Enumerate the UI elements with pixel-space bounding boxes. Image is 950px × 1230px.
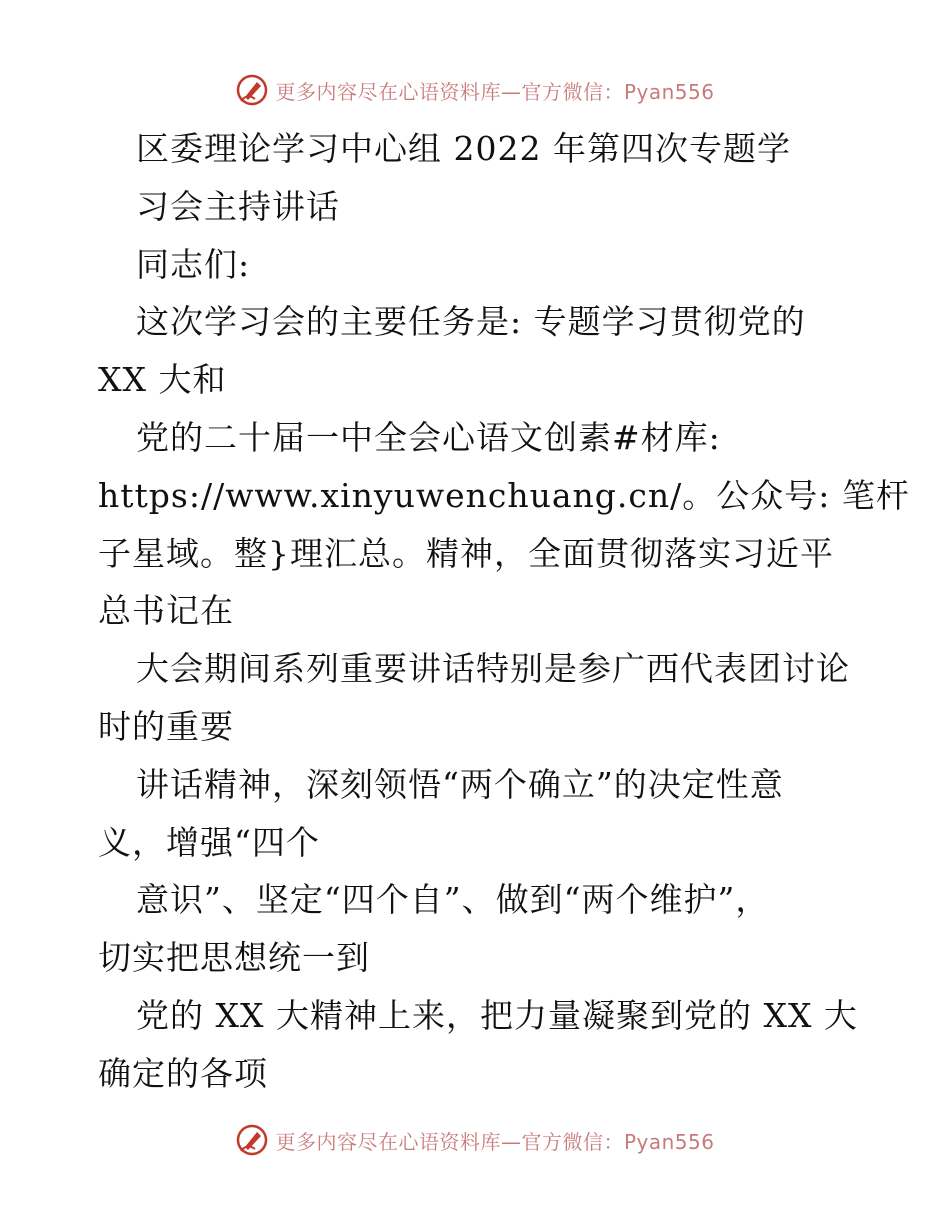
document-body [98, 120, 910, 1103]
paragraph-line: 总书记在 [98, 591, 234, 631]
paragraph-line: 这次学习会的主要任务是: 专题学习贯彻党的 [136, 302, 806, 342]
title-line-1: 区委理论学习中心组 2022 年第四次专题学 [136, 129, 791, 168]
header-banner-text: 更多内容尽在心语资料库—官方微信：Pyan556 [275, 79, 715, 104]
paragraph-line: XX 大和 [98, 360, 227, 400]
paragraph-line: 党的 XX 大精神上来，把力量凝聚到党的 XX 大 [136, 995, 858, 1035]
pen-nib-logo-icon [235, 1123, 269, 1157]
paragraph-line: 意识”、坚定“四个自”、做到“两个维护”， [136, 880, 770, 920]
paragraph-line: 子星域。整}理汇总。精神，全面贯彻落实习近平 [98, 533, 834, 573]
title-line-2: 习会主持讲话 [136, 186, 340, 226]
paragraph-line: 党的二十届一中全会心语文创素#材库: [136, 417, 721, 457]
paragraph-line: 确定的各项 [98, 1053, 268, 1093]
footer-banner [0, 1120, 950, 1160]
paragraph-line: 大会期间系列重要讲话特别是参广西代表团讨论 [136, 649, 850, 689]
paragraph-line: 切实把思想统一到 [98, 938, 370, 978]
paragraph-line: https://www.xinyuwenchuang.cn/。公众号: 笔杆 [98, 475, 910, 515]
paragraph-line: 义，增强“四个 [98, 822, 320, 862]
header-banner [0, 70, 950, 110]
pen-nib-logo-icon [235, 73, 269, 107]
salutation: 同志们: [136, 244, 251, 284]
footer-banner-text: 更多内容尽在心语资料库—官方微信：Pyan556 [275, 1129, 715, 1154]
paragraph-line: 时的重要 [98, 706, 234, 746]
paragraph-line: 讲话精神，深刻领悟“两个确立”的决定性意 [136, 764, 784, 804]
